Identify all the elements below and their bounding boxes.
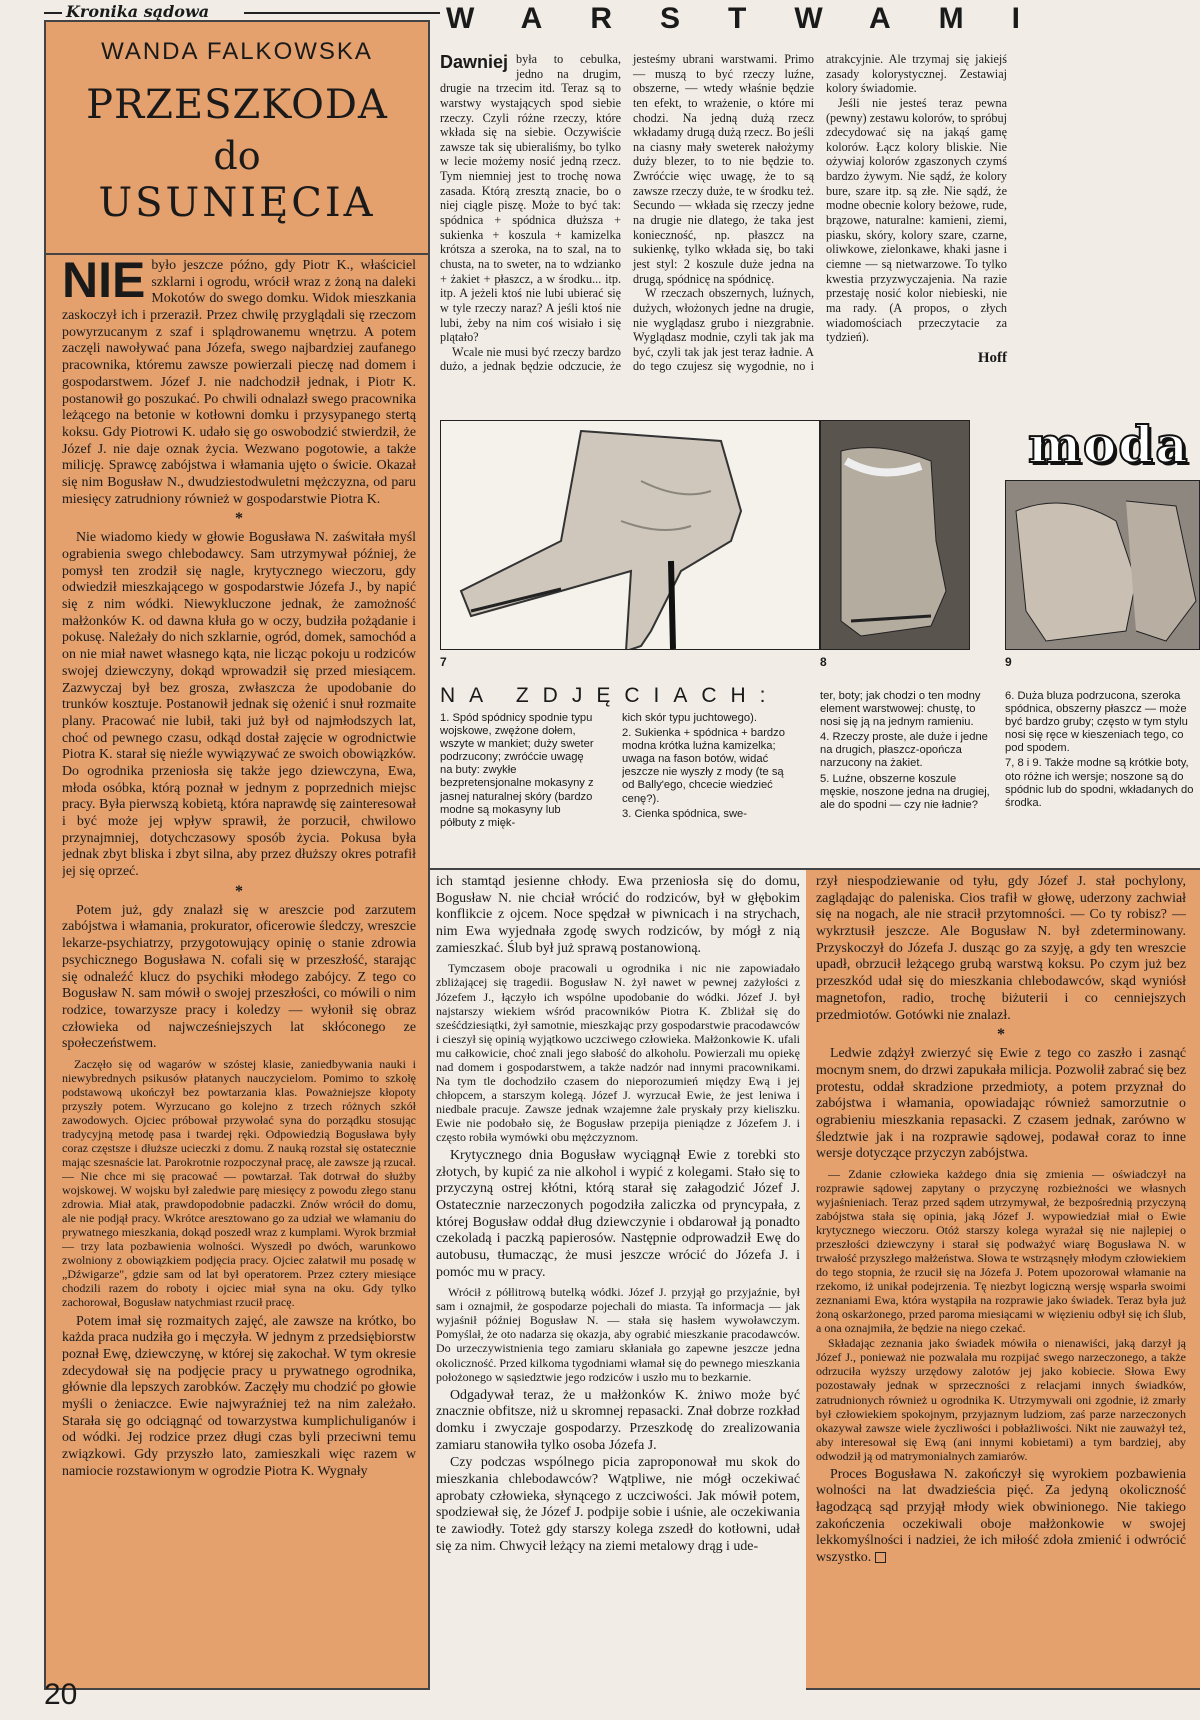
photo-number-8: 8 [820,655,827,669]
page-number: 20 [44,1678,78,1711]
boot-9-illustration [1006,481,1200,650]
boot-7-illustration [441,421,820,650]
author-name: WANDA FALKOWSKA [101,38,373,65]
photo-boot-7 [440,420,820,650]
article-column-1: NIE było jeszcze późno, gdy Piotr K., właściciel szklarni i ogrodu, wrócił wraz z żoną na daleki Mokotów do swego domku. Widok mieszkania zaskoczył ich i przeraził. Przez chwilę przyglądali się rzeczom powyrzucanym z szaf i splądrowanemu wnętrzu. A potem zaczęli nawoływać pana Józefa, swego najbardziej zaufanego pracownika, któremu zawsze powierzali pieczę nad domem i gospodarstwem. Józef J. nie nadchodził jednak, i Piotr K. postanowił go poszukać. Po chwili odnalazł swego pracownika leżącego na betonie w kotłowni domku i przysypanego stertą koksu. Gdy Piotrowi K. udało się go oswobodzić stwierdził, że Józef J. nie daje oznak życia. Wezwano pogotowie, a także milicję. Sprawcę zabójstwa i włamania ujęto o świcie. Okazał się nim Bogusław N., dwudziestodwuletni mężczyzna, od paru miesięcy zatrudniony również w gospodarstwie Piotra K. * Nie wiadomo kiedy w głowie Bogusława N. zaświtała myśl ograbienia swego chlebodawcy. Sam utrzymywał później, że pomysł ten zrodził się nagle, krytycznego wieczoru, gdy odwiedził mieszkającego w gospodarstwie Józefa J., by napić się z nim wódki. Niewykluczone jednak, że zamożność małżonków K. od dawna kłuła go w oczy, budziła pożądanie i pokusę. Należały do nich szklarnie, ogród, domek, samochód a on nie miał nawet własnego kąta, nie licząc pokoju u rodziców swojej dziewczyny, dokąd wprowadził się przed miesiącem. Zazwyczaj był bez grosza, zwłaszcza że upodobanie do trunków kosztuje. Postanowił jednak się ożenić i snuł rozmaite plany. Pracować nie lubił, taki już był od najmłodszych lat, choć od pewnego czasu, odkąd dostał zajęcie w ogrodnictwie Piotra K. starał się nieźle wywiązywać ze swoich obowiązków. Do ogrodnika przeniosła się także jego dziewczyna, Ewa, młoda osóbka, którą poznał w jednym z poprzednich miejsc pracy. Była pierwszą kobietą, która naprawdę się zainteresował i być może jej wpływ sprawił, że porzucił, chwilowo przynajmniej, dotychczasowy sposób życia. Pokusa była jednak zbyt bliska i zbyt silna, aby przez dłuższy okres potrafił jej się oprzeć. * Potem już, gdy znalazł się w areszcie pod zarzutem zabójstwa i włamania, prokurator, oficerowie śledczy, wreszcie lekarze-psychiatrzy, przygotowujący opinię o stanie zdrowia psychicznego Bogusława N. cofali się w przeszłość, starając się odnaleźć klucz do psychiki młodego zabójcy. Z tego co Bogusław N. sam mówił o swojej przeszłości, co mówili o nim rodzice, towarzysze pracy i koledzy — wyłonił się obraz człowieka od najwcześniejszych lat skłóconego ze społeczeństwem. Zaczęło się od wagarów w szóstej klasie, zaniedbywania nauki i niewybrednych psikusów płatanych nauczycielom. Pomimo to szkołę podstawową ukończył bez powtarzania klas. Poważniejsze kłopoty przyszły potem. Wyrzucano go kolejno z trzech różnych szkół zawodowych. Ojciec próbował przywołać syna do porządku stosując tradycyjną metodę pasa i twardej ręki. Odpowiedzią Bogusława były coraz częstsze i dłuższe ucieczki z domu. Z nauką rozstał się ostatecznie mając szesnaście lat. Parokrotnie rozpoczynał pracę, ale zawsze ją rzucał. — Nie chce mi się pracować — powtarzał. Tak dotrwał do służby wojskowej. W wojsku był zaledwie parę miesięcy z powodu złego stanu zdrowia. Miał atak, prawdopodobnie padaczki. Znów wrócił do domu, ale nie podjął pracy. Wkrótce aresztowano go za udział we włamaniu do prywatnego mieszkania, dokąd poszedł wraz z kumplami. Wyrok brzmiał — trzy lata pozbawienia wolności. Wyszedł po dwóch, warunkowo zwolniony z obowiązkiem podjęcia pracy. Ojciec załatwił mu posadę w „Dźwigarze", gdzie sam od lat był operatorem. Przez cztery miesiące chodzili razem do roboty i ojciec miał syna na oku. Gdy tylko zachorował, Bogusław natychmiast rzucił pracę. Potem imał się rozmaitych zajęć, ale zawsze na krótko, bo każda praca nudziła go i męczyła. W jednym z przedsiębiorstw poznał Ewę, dziewczynę, w której się zakochał. W tym okresie zdecydował się na podjęcie pracy u prywatnego ogrodnika, głównie dla lepszych zarobków. Zaczęły mu chodzić po głowie myśli o żeniaczce. Ewie najwyraźniej też na nim zależało. Starała się go odciągnąć od towarzystwa kumplichuliganów i od wódki. Jej rodzice przez długi czas byli przeciwni temu związkowi. Gdy przyszło lato, zamieszkali więc razem w namiocie rozstawionym w ogrodzie Piotra K. Wygnały [62,258,416,1479]
photo-boot-9 [1005,480,1200,650]
headline-text: WARSTWAMI [440,2,1190,36]
rubric-rule [44,12,62,14]
end-mark [875,1552,886,1563]
rubric-text: Kronika sądowa [66,2,210,21]
article-column-3: rzył niespodziewanie od tyłu, gdy Józef J. stał pochylony, zaglądając do paleniska. Cios trafił w głowę, uderzony zachwiał się na nogach, ale nie stracił przytomności. — Co ty robisz? — wykrztusił jeszcze. Ale Bogusław N. był zdeterminowany. Przyskoczył do Józefa J. dusząc go za szyję, a gdy ten wreszcie upadł, obrzucił leżącego grubą warstwą koksu. Po czym już bez przeszkód udał się do mieszkania chlebodawców, skąd wyniósł magnetofon, radio, trochę biżuterii i co cenniejszych przedmiotów. Gotówki nie znalazł. * Ledwie zdążył zwierzyć się Ewie z tego co zaszło i zasnąć mocnym snem, do drzwi zapukała milicja. Pozwolił zabrać się bez protestu, oddał skradzione przedmioty, a potem przyznał do zabójstwa i włamania, opowiadając również samorzutnie o ograbieniu mieszkania repasacki. Z czasem jednak, zarówno w śledztwie jak i na rozprawie sądowej, podawał coraz to inne wersje dotyczące przyczyn zabójstwa. — Zdanie człowieka każdego dnia się zmienia — oświadczył na rozprawie sądowej zapytany o przyczynę rozbieżności we własnych wyjaśnieniach. Teraz przed sądem utrzymywał, że bezpośrednią przyczyną zabójstwa stała się opinia, jaką Józef J. wypowiedział miał o Ewie krytycznego wieczoru. Otóż starszy kolega wyrażał się nie najlepiej o przeszłości dziewczyny i starał się podważyć wiarę Bogusława N. w trwałość przyszłego małżeństwa. Słowa te wstrząsnęły młodym człowiekiem do tego stopnia, że rzucił się na Józefa J. Potem upozorował włamanie na rzekomo, iż unikał podejrzenia. Tę niezbyt logiczną wersję wsparła swoimi zeznaniami Ewa, która wystąpiła na rozprawie jako świadek. Teraz była już żoną oskarżonego, przed paroma miesiącami w więzieniu odbył się ich ślub, a ona oznajmiła, że będzie na niego czekać. Składając zeznania jako świadek mówiła o nienawiści, jaką darzył ją Józef J., ponieważ nie pozwalała mu rozpijać swego narzeczonego, a także odrzuciła wyższy urzędowy zalotów jej jako kobiecie. Słowa Ewy pozostawały jednak w sprzeczności z relacjami innych świadków, zatrudnionych również u ogrodnika K. Utrzymywali oni zgodnie, iż zmarły był człowiekiem spokojnym, przyjaznym ludziom, zaś parze narzeczonych okazywał zawsze wiele życzliwości i pobłażliwości. Nikt nie zauważył też, aby interesował się Ewą (ani innymi kobietami) a tym bardziej, aby odwodził ją od matrymonialnych zamiarów. Proces Bogusława N. zakończył się wyrokiem pozbawienia wolności na lat dwadzieścia pięć. Za jedyną okoliczność łagodzącą sąd przyjął młody wiek obwinionego. Nie takiego zakończenia oczekiwali oboje małżonkowie w swojej lekkomyślności i nadziei, że ich miłość zdoła zmienić i odwrócić wszystko. [816,874,1186,1566]
section-star: * [235,510,243,528]
article-column-2: ich stamtąd jesienne chłody. Ewa przeniosła się do domu, Bogusław N. nie chciał wrócić do rodziców, był w głębokim konflikcie z ojcem. Noce spędzał w piwnicach i na strychach, nim Ewa wyjednała zgodę swych rodziców, by mógł z nią zamieszkać. Ślub był już sprawą postanowioną. Tymczasem oboje pracowali u ogrodnika i nic nie zapowiadało zbliżającej się tragedii. Bogusław N. żył nawet w pewnej zażyłości z Józefem J., łączyło ich wspólne upodobanie do wódki. Józef J. był najstarszy wiekiem wśród pracowników Piotra K. Zbliżał się do sześćdziesiątki, żył samotnie, mieszkając przy gospodarstwie pracodawców i cieszył się opinią wyjątkowo uczciwego człowieka. Małżonkowie K. ufali mu całkowicie, choć znali jego słabość do alkoholu. Powierzali mu opiekę nad domem i gospodarstwem, a także nadzór nad innymi pracownikami. Na tym tle dochodziło czasem do nieporozumień między Ewą i jej chłopcem, a starszym kolegą. Józef J. wyrzucał Ewie, że jest leniwa i niedbale pracuje. Zawsze jednak wzajemne żale pryskały przy kieliszku. Ewie nie podobało się, że Bogusław przepija pieniądze z Józefem J. i często robiła wymówki obu mężczyznom. Krytycznego dnia Bogusław wyciągnął Ewie z torebki sto złotych, by kupić za nie alkohol i wypić z kolegami. Stało się to przyczyną ostrej kłótni, którą starał się załagodzić Józef J. Ostatecznie narzeczonych pogodziła zaliczka od pryncypała, z której Bogusław oddał dług dziewczynie i obdarował ją ponadto czekoladą i paczką papierosów. Następnie odprowadził Ewę do autobusu, tłumacząc, że musi jeszcze wrócić do Józefa J. i pomóc mu w pracy. Wrócił z półlitrową butelką wódki. Józef J. przyjął go przyjaźnie, był sam i oznajmił, że gospodarze pojechali do miasta. Ta informacja — jak wyjaśnił później Bogusław N. — stała się hasłem wywoławczym. Pomyślał, że oto nadarza się okazja, aby ograbić mieszkanie pracodawców. Do urzeczywistnienia tego zamiaru skłaniała go zapewne jeszcze jedna okoliczność. Przed kilkoma tygodniami włamał się do pewnego mieszkania położonego w sąsiedztwie jego rodziców i uszło mu to bezkarnie. Odgadywał teraz, że u małżonków K. żniwo może być znacznie obfitsze, niż u skromnej repasacki. Znał dobrze rozkład domku i zwyczaje gospodarzy. Przeszkodę do zrealizowania zamiaru stanowiła tylko osoba Józefa J. Czy podczas wspólnego picia zaproponował mu skok do mieszkania chlebodawców? Wątpliwe, nie mógł oczekiwać aprobaty człowieka, słynącego z uczciwości. Jak mówił potem, spodziewał się, że Józef J. podpije sobie i uśnie, ale oczekiwania te zawiodły. Toteż gdy starszy kolega zszedł do kotłowni, udał się za nim. Chwycił leżący na ziemi metalowy drąg i ude- [436,874,800,1554]
moda-label: moda [1028,415,1190,474]
lead-word: Dawniej [440,52,509,72]
captions-title: NA ZDJĘCIACH: [440,684,780,707]
rubric-label [44,2,264,24]
fashion-text: Dawniej była to cebulka, jedno na drugim, drugie na trzecim itd. Teraz są to warstwy wystających spod siebie rzeczy. Czyli różne rzeczy, które wkłada się na siebie. Oczywiście zawsze tak się ubieraliśmy, bo tylko w lecie możemy nosić jedną rzecz. Tym niemniej jest to trochę nowa zasada. Którą zresztą znacie, bo o niej ciągle piszę. Może to być tak: spódnica + spódnica dłuższa + sukienka + koszula + kamizelka krótsza a szeroka, na to szal, na to chusta, na to sweter, na to wdzianko + żakiet + płaszcz, a w środku... itp. itp. A jeżeli ktoś nie lubi ubierać się w tyle rzeczy naraz? A jeśli ktoś nie lubi, żeby na nim coś wisiało i się plątało? Wcale nie musi być rzeczy bardzo dużo, a jednak będzie odczucie, że jesteśmy ubrani warstwami. Primo — muszą to być rzeczy luźne, obszerne, — wtedy właśnie będzie ten efekt, to wrażenie, o które mi chodzi. Na jedną dużą rzecz wkładamy drugą dużą rzecz. Bo jeśli na ciasny mały sweterek nałożymy duży blezer, to to nie będzie to. Zwróćcie więc uwagę, że to są zawsze rzeczy duże, te w środku też. Secundo — wkłada się rzeczy jedne na drugie nie dlatego, że taka jest konieczność, np. płaszcz na sukienkę, tylko wkłada się, bo taki jest styl: 2 koszule duże jedna na drugą, spódnicę na spódnicę. W rzeczach obszernych, luźnych, dużych, włożonych jedne na drugie, nie wyglądasz grubo i niezgrabnie. Wyglądasz modnie, czyli tak jak ma być, czyli tak jak jest teraz ładnie. A do tego czujesz się wygodnie, no i atrakcyjnie. Ale trzymaj się jakiejś zasady kolorystycznej. Zestawiaj kolory świadomie. Jeśli nie jesteś teraz pewna (pewny) zestawu kolorów, to spróbuj zdecydować się na jakąś gamę kolorów. Łącz kolory bliskie. Nie ożywiaj kolorów zgaszonych czymś bardzo żywym. Nie sądź, że kolory bure, szare itp. są złe. Nie sądź, że modne obecnie kolory beżowe, rude, brązowe, naturalne: kamieni, ziemi, piasku, skóry, kolory szare, czarne, oliwkowe, zielonkawe, khaki jasne i ciemne — są nietwarzowe. To tylko kwestia przyzwyczajenia. Na razie przestaję nosić kolor niebieski, nie ma rady. (A propos, o złych wiadomościach przeczytacie za tydzień). Hoff [440,52,1007,374]
drop-cap-lead: NIE było jeszcze późno, gdy Piotr K., właściciel szklarni i ogrodu, wrócił wraz z żoną na daleki Mokotów do swego domku. Widok mieszkania zaskoczył ich i przeraził. Przez chwilę przyglądali się rzeczom powyrzucanym z szaf i splądrowanemu wnętrzu. A potem zaczęli nawoływać pana Józefa, swego najbardziej zaufanego pracownika, któremu zawsze powierzali pieczę nad domem i gospodarstwem. Józef J. nie nadchodził jednak, i Piotr K. postanowił go poszukać. Po chwili odnalazł swego pracownika leżącego na betonie w kotłowni domku i przysypanego stertą koksu. Gdy Piotrowi K. udało się go oswobodzić stwierdził, że Józef J. nie daje oznak życia. Wezwano pogotowie, a także milicję. Sprawcę zabójstwa i włamania ujęto o świcie. Okazał się nim Bogusław N., dwudziestodwuletni mężczyzna, od paru miesięcy zatrudniony również w gospodarstwie Piotra K. [62,258,416,507]
photo-number-7: 7 [440,655,447,669]
article-title-3: USUNIĘCIA [98,180,376,226]
captions-col-1: 1. Spód spódnicy spodnie typu wojskowe, zwężone dołem, wszyte w mankiet; duży sweter podrzucony; zwróćcie uwagę na buty: zwykłe bezpretensjonalne mokasyny z jasnej naturalnej skóry (bardzo modne są mokasyny lub półbuty z mięk- [440,712,594,829]
photo-boot-8 [820,420,970,650]
article-title-1: PRZESZKODA [86,82,388,128]
drop-cap: NIE [62,258,146,308]
captions-col-4: 6. Duża bluza podrzucona, szeroka spódnica, obszerny płaszcz — może być bardzo gruby; często w tym stylu nosi się ręce w kieszeniach tego, co pod spodem. 7, 8 i 9. Także modne są krótkie boty, oto różne ich wersje; noszone są do spódnic lub do spodni, wkładanych do środka. [1005,690,1194,809]
photo-number-9: 9 [1005,655,1012,669]
captions-col-2: kich skór typu juchtowego). 2. Sukienka + spódnica + bardzo modna krótka luźna kamizelka; uwaga na fason botów, widać jeszcze nie wyszły z mody (te są od Bally'ego, chcecie wiedzieć cenę?). 3. Cienka spódnica, swe- [622,712,785,820]
fashion-headline [440,2,1200,42]
boot-8-illustration [821,421,970,650]
section-star: * [235,882,243,900]
captions-col-3: ter, boty; jak chodzi o ten modny element warstwowej: chustę, to nosi się ją na jednym ramieniu. 4. Rzeczy proste, ale duże i jedne na drugich, płaszcz-opończa narzucony na żakiet. 5. Luźne, obszerne koszule męskie, noszone jedna na drugiej, ale do spodni — czy nie ładnie? [820,690,990,811]
rubric-rule-right [244,12,464,14]
signature: Hoff [977,349,1007,366]
article-title-2: do [213,134,261,178]
section-star: * [997,1026,1005,1044]
